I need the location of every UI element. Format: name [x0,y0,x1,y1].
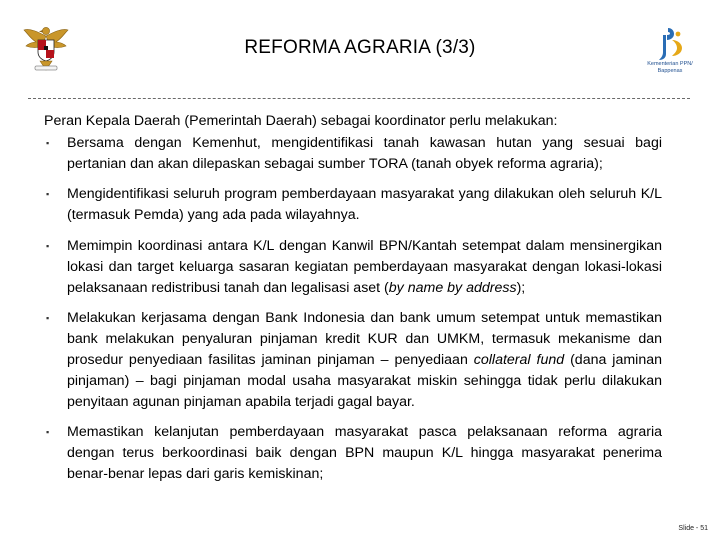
bullet-text-part: Memimpin koordinasi antara K/L dengan Kanwil BPN/Kantah setempat dalam mensinergikan lokasi dan target keluarga sasaran kegiatan pemberdayaan masyarakat dengan lokasi-lokasi pelaksanaan redistribusi tanah dan legalisasi aset ( [67,237,662,296]
bullet-text-part: (dana jaminan pinjaman) – bagi pinjaman modal usaha masyarakat miskin sehingga tidak perlu dilakukan penyitaan agunan pinjaman apabila terjadi gagal bayar. [67,351,662,410]
bappenas-logo [640,26,700,78]
bullet-text: Mengidentifikasi seluruh program pemberdayaan masyarakat yang dilakukan oleh seluruh K/L (termasuk Pemda) yang ada pada wilayahnya. [67,186,662,224]
bullet-item-4 [44,308,662,412]
bappenas-logo-text: Kementerian PPN/ Bappenas [647,61,693,74]
slide-number: Slide - 51 [678,525,708,532]
slide-header [0,0,720,100]
bullet-item-3 [44,236,662,298]
bullet-marker-icon: ▪ [46,137,50,148]
bullet-text: Bersama dengan Kemenhut, mengidentifikasi tanah kawasan hutan yang sesuai bagi pertanian dan akan dilepaskan sebagai sumber TORA (tanah obyek reforma agraria); [67,134,662,172]
bullet-marker-icon: ▪ [46,240,50,251]
bullet-text-part: ); [516,279,526,296]
bullet-text: Memastikan kelanjutan pemberdayaan masyarakat pasca pelaksanaan reforma agraria dengan terus berkoordinasi baik dengan BPN maupun K/L hingga masyarakat penerima benar-benar lepas dari garis kemiskinan; [67,424,662,482]
bullet-italic-term: collateral fund [473,351,565,368]
header-divider [28,98,690,99]
bullet-marker-icon: ▪ [46,189,50,200]
intro-text: Peran Kepala Daerah (Pemerintah Daerah) sebagai koordinator perlu melakukan: [44,113,558,129]
bullet-marker-icon: ▪ [46,427,50,438]
slide-title: REFORMA AGRARIA (3/3) [244,37,476,58]
bullet-text-part: Melakukan kerjasama dengan Bank Indonesia dan bank umum setempat untuk memastikan bank melakukan penyaluran pinjaman kredit KUR dan UMKM, termasuk mekanisme dan prosedur penyediaan fasilitas jaminan pinjaman – penyediaan [67,310,662,368]
bappenas-logo-icon [654,26,686,62]
bullet-italic-term: by name by address [388,279,517,296]
bullet-item-5 [44,422,662,484]
bullet-item-2 [44,184,662,226]
bullet-list [44,133,662,485]
bullet-marker-icon: ▪ [46,313,50,324]
bullet-item-1 [44,133,662,175]
slide-content [44,111,662,495]
